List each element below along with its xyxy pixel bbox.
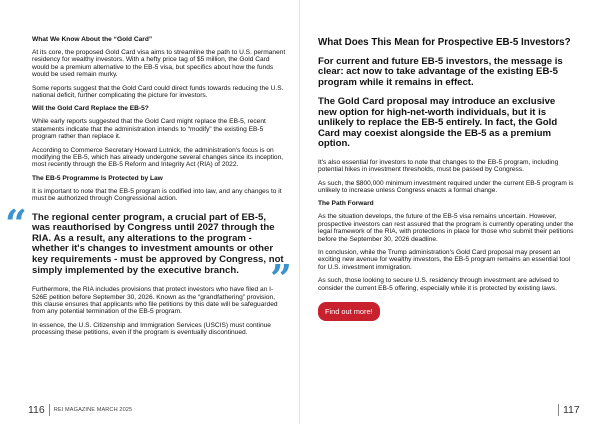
paragraph: As the situation develops, the future of the EB-5 visa remains uncertain. However, prospective investors can rest assured that the program is currently operating under the legal framework of the RIA, with protections in place for those who submit their petitions before the September 30, 2026 deadline. [318, 213, 574, 243]
paragraph: While early reports suggested that the Gold Card might replace the EB-5, recent statements indicate that the administration intends to “modify” the existing EB-5 program rather than replace it. [32, 118, 266, 141]
paragraph: Furthermore, the RIA includes provisions that protect investors who have filed an I-526E petition before September 30, 2026. Known as the “grandfathering” provision, this clause ensures that applicants who file petitions by this date will be safeguarded from any potential termination of the EB-5 program. [32, 286, 278, 316]
paragraph: As such, those looking to secure U.S. residency through investment are advised to consider the current EB-5 offering, especially while it is protected by existing laws. [318, 277, 559, 292]
highlight-paragraph: For current and future EB-5 investors, the message is clear: act now to take advantage of the existing EB-5 program while it remains in effect. [318, 55, 563, 88]
paragraph: According to Commerce Secretary Howard Lutnick, the administration's focus is on modifying the EB-5, which has already undergone several changes since its inception, most recently through the EB-5 Reform and Integrity Act (RIA) of 2022. [32, 146, 284, 169]
close-quote-icon: ” [270, 256, 292, 302]
page-number-left: 116 [28, 404, 45, 416]
right-page [300, 0, 600, 424]
paragraph: It is important to note that the EB-5 program is codified into law, and any changes to it must be authorized through Congressional action. [32, 187, 282, 203]
paragraph: In conclusion, while the Trump administration's Gold Card proposal may present an exciting new avenue for wealthy investors, the EB-5 program remains an essential tool for U.S. investment immigration. [318, 249, 571, 271]
highlight-paragraph: The Gold Card proposal may introduce an exclusive new option for high-net-worth individuals, but it is unlikely to replace the EB-5 entirely. In fact, the Gold Card may coexist alongside the EB-5 as a premium option. [318, 96, 558, 150]
find-out-more-button[interactable]: Find out more! [318, 302, 380, 321]
heading-replace-eb5: Will the Gold Card Replace the EB-5? [32, 105, 149, 113]
footer-separator [49, 404, 50, 416]
pull-quote-text: The regional center program, a crucial part of EB-5, was reauthorised by Congress until 2027 through the RIA. As a result, any alterations to the program - whether it's changes to investment amounts or other key requirements - must be approved by Congress, not simply implemented by the executive branch. [32, 211, 284, 276]
section-title: What Does This Mean for Prospective EB-5 Investors? [318, 37, 571, 48]
page-number-right: 117 [563, 404, 580, 416]
paragraph: At its core, the proposed Gold Card visa aims to streamline the path to U.S. permanent residency for wealthy investors. With a hefty price tag of $5 million, the Gold Card would be a premium alternative to the EB-5 visa, but specifics about how the funds would be used remain murky. [32, 49, 286, 79]
heading-path-forward: The Path Forward [318, 200, 374, 208]
paragraph: In essence, the U.S. Citizenship and Immigration Services (USCIS) must continue processing these petitions, even if the program is eventually discontinued. [32, 321, 271, 337]
footer-left [28, 404, 132, 416]
footer-separator [558, 404, 559, 416]
magazine-name: REI MAGAZINE MARCH 2025 [53, 407, 133, 413]
footer-right [554, 404, 580, 416]
heading-gold-card: What We Know About the “Gold Card” [32, 36, 153, 43]
paragraph: Some reports suggest that the Gold Card could direct funds towards reducing the U.S. national deficit, further complicating the picture for investors. [32, 84, 284, 100]
paragraph: As such, the $800,000 minimum investment required under the current EB-5 program is unlikely to increase unless Congress enacts a formal change. [318, 179, 574, 195]
heading-protected-by-law: The EB-5 Programme Is Protected by Law [32, 174, 163, 182]
open-quote-icon: “ [5, 200, 27, 246]
paragraph: It's also essential for investors to note that changes to the EB-5 program, including potential hikes in investment thresholds, must be passed by Congress. [318, 158, 559, 174]
